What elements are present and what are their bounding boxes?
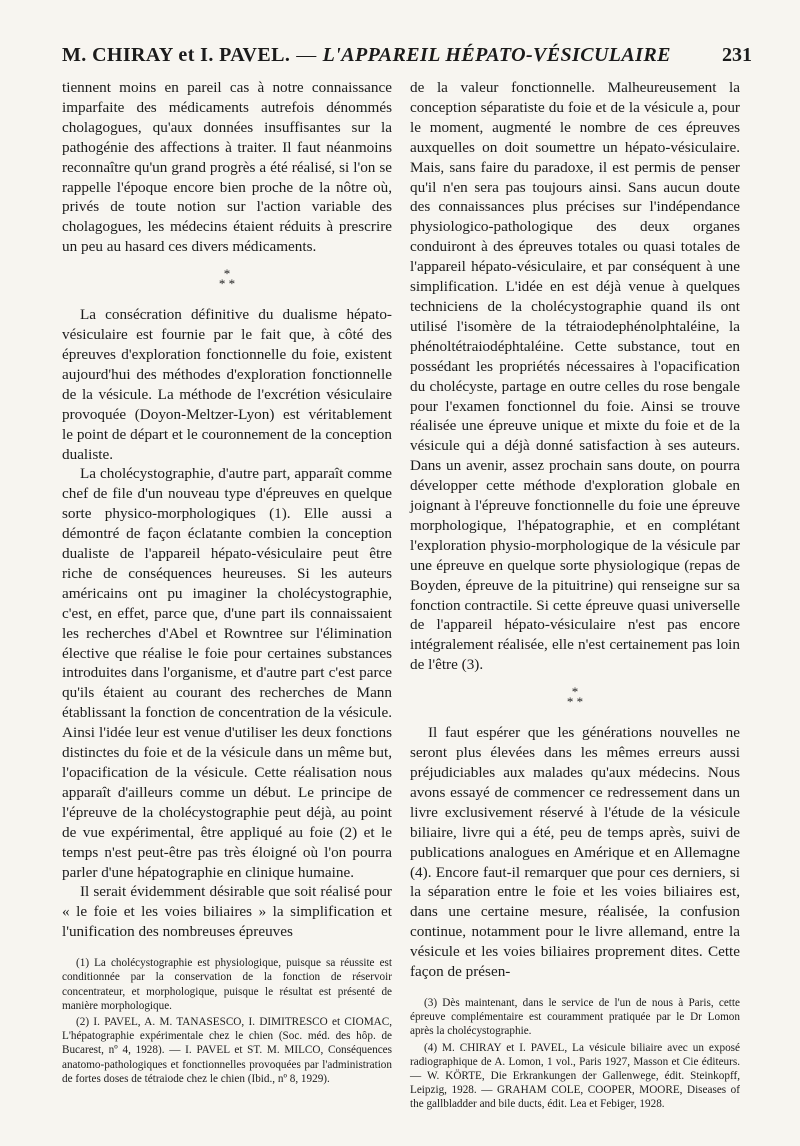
- body-paragraph: Il serait évidemment désirable que soit réalisé pour « le foie et les voies biliaires » la simplification et l'unification des nombreuses épreuves: [62, 883, 392, 941]
- running-header: [62, 44, 752, 76]
- footnotes-left: [62, 956, 392, 1086]
- footnote: (1) La cholécystographie est physiologique, puisque sa réussite est conditionnée par la conservation de la fonction de réservoir concentrateur, et morphologique, puisque le résultat est présenté de manière morphologique.: [62, 957, 392, 1012]
- page-number: 231: [722, 44, 752, 66]
- asterism-star: *: [571, 684, 579, 700]
- asterism-star: *: [576, 694, 584, 710]
- footnote: (4) M. CHIRAY et I. PAVEL, La vésicule biliaire avec un exposé radiographique de A. Lomon, 1 vol., Paris 1927, Masson et Cie éditeurs. — W. KÖRTE, Die Erkrankungen der Gallenwege, édit. Steinkopff, Leipzig, 1928. — GRAHAM COLE, COOPER, MOORE, Diseases of the gallbladder and bile ducts, édit. Lea et Febiger, 1928.: [410, 1041, 740, 1111]
- body-paragraph: Il faut espérer que les générations nouvelles ne seront plus élevées dans les mêmes erreurs aussi préjudiciables aux malades qu'aux médecins. Nous avons essayé de commencer ce redressement dans un livre exclusivement réservé à l'étude de la vésicule biliaire, livre qui a été, peu de temps après, suivi de publications analogues en Amérique et en Allemagne (4). Encore faut-il remarquer que pour ces derniers, si la séparation entre le foie et les voies biliaires est, dans une certaine mesure, réalisée, la confusion continue, notamment pour le livre allemand, entre la vésicule et les voies biliaires proprement dites. Cette façon de présen-: [410, 724, 740, 981]
- asterism-star: *: [223, 266, 231, 282]
- body-paragraph: tiennent moins en pareil cas à notre connaissance imparfaite des médicaments autrefois dénommés cholagogues, qu'aux données insuffisantes sur la pathogénie des affections à traiter. Il faut néanmoins reconnaître qu'un grand progrès a été réalisé, si l'on se rappelle l'époque encore bien proche de la nôtre où, privés de toute notion sur l'action variable des cholagogues, les médecins étaient réduits à prescrire un peu au hasard ces divers médicaments.: [62, 79, 392, 256]
- footnote: (3) Dès maintenant, dans le service de l'un de nous à Paris, cette épreuve complémentaire est couramment pratiquée par le Dr Lomon après la cholécystographie.: [410, 996, 740, 1038]
- section-asterism: [62, 266, 392, 292]
- header-dash: —: [296, 44, 317, 66]
- footnotes-right: [410, 996, 740, 1112]
- footnote: (2) I. PAVEL, A. M. TANASESCO, I. DIMITRESCO et CIOMAC, L'hépatographie expérimentale chez le chien (Soc. méd. des hôp. de Bucarest, nº 4, 1928). — I. PAVEL et ST. M. MILCO, Conséquences anatomo-pathologiques et fonctionnelles provoquées par l'administration de fortes doses de tétraiode chez le chien (Ibid., nº 8, 1929).: [62, 1015, 392, 1085]
- asterism-star: *: [228, 276, 236, 292]
- right-column: [410, 78, 740, 1114]
- body-paragraph: de la valeur fonctionnelle. Malheureusement la conception séparatiste du foie et de la vésicule a, pour le moment, augmenté le nombre de ces épreuves auxquelles on doit soumettre un hépato-vésiculaire. Mais, sans faire du paradoxe, il est permis de penser qu'il n'en sera pas toujours ainsi. Sans aucun doute des connaissances plus précises sur l'indépendance physiologico-pathologique des deux organes conduiront à des épreuves totales ou quasi totales de l'appareil hépato-vésiculaire, et par conséquent à une simplification. L'idée en est déjà venue à quelques techniciens de la cholécystographie quand ils ont utilisé l'isomère de la tétraiodephénolphtaléine, la phénoltétraiodéphtaléine. Cette substance, tout en possédant les propriétés nécessaires à l'opacification du cholécyste, partage en outre celles du rose bengale pour l'examen fonctionnel du foie. Ainsi se trouve réalisée une épreuve unique et mixte du foie et de la vésicule qui a déjà donné satisfaction à ses auteurs. Dans un avenir, assez prochain sans doute, on pourra développer cette méthode d'exploration globale en joignant à l'épreuve fonctionnelle du foie une épreuve morphologique, l'hépatographie, et en complétant l'exploration physio-morphologique de la vésicule par une épreuve en quelque sorte physiologique (repas de Boyden, épreuve de la pituitrine) qui renseigne sur sa fonction contractile. Si cette épreuve quasi universelle de l'appareil hépato-vésiculaire n'est pas encore intégralement réalisée, elle n'est certainement pas loin de l'être (3).: [410, 79, 740, 674]
- body-paragraph: La cholécystographie, d'autre part, apparaît comme chef de file d'un nouveau type d'épreuves en quelque sorte physico-morphologiques (1). Elle aussi a démontré de façon éclatante combien la conception dualiste de l'appareil hépato-vésiculaire peut être riche de conséquences heureuses. Si les auteurs américains ont pu imaginer la cholécystographie, c'est, en effet, parce que, d'une part ils connaissaient les recherches d'Abel et Rowntree sur l'élimination élective que réalise le foie pour certaines substances introduites dans l'organisme, et d'autre part c'est parce qu'ils étaient au courant des recherches de Mann établissant la fonction de concentration de la vésicule. Ainsi l'idée leur est venue d'utiliser les deux fonctions distinctes du foie et de la vésicule dans un même but, l'opacification de la vésicule. Cette réalisation nous apparaît d'ailleurs comme un début. Le principe de l'épreuve de la cholécystographie peut déjà, au point de vue expérimental, être appliqué au foie (2) et le temps n'est peut-être pas très éloigné où l'on pourra parler d'une hépatographie en clinique humaine.: [62, 465, 392, 881]
- asterism-star: *: [218, 276, 226, 292]
- left-column: [62, 78, 392, 1088]
- header-subject: L'APPAREIL HÉPATO-VÉSICULAIRE: [322, 44, 671, 66]
- asterism-star: *: [566, 694, 574, 710]
- body-paragraph: La consécration définitive du dualisme hépato-vésiculaire est fournie par le fait que, à côté des épreuves d'exploration fonctionnelle du foie, existent aujourd'hui des méthodes d'exploration fonctionnelle de la vésicule. La méthode de l'excrétion vésiculaire provoquée (Doyon-Meltzer-Lyon) est véritablement le point de départ et le couronnement de la conception dualiste.: [62, 306, 392, 463]
- header-authors: M. CHIRAY et I. PAVEL.: [62, 44, 291, 66]
- header-title: [62, 44, 671, 67]
- section-asterism: [410, 684, 740, 710]
